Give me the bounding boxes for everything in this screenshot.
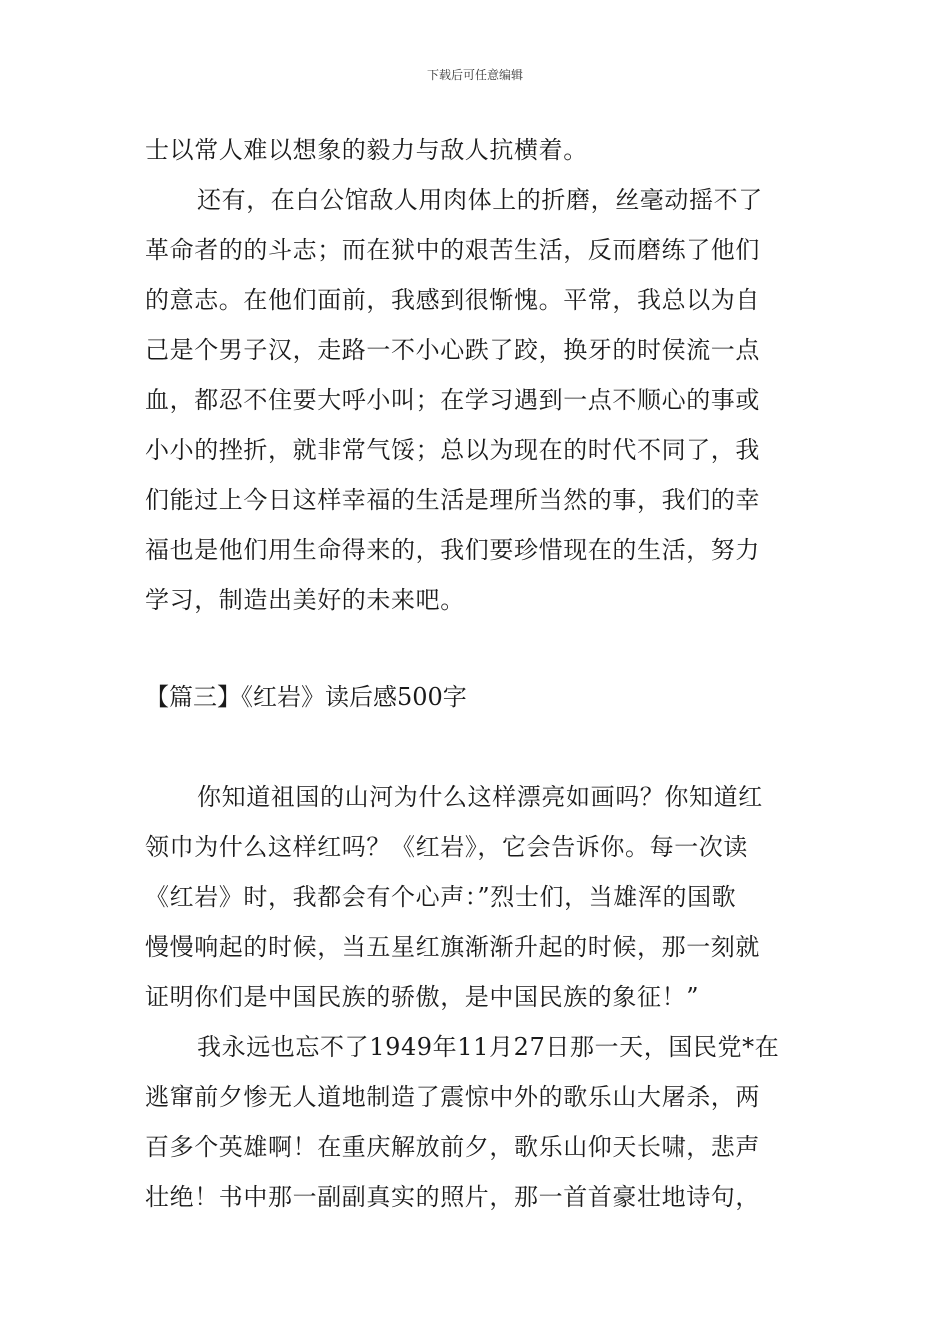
paragraph-line: 逃窜前夕惨无人道地制造了震惊中外的歌乐山大屠杀，两 — [145, 1083, 760, 1111]
paragraph-line: 还有，在白公馆敌人用肉体上的折磨，丝毫动摇不了 — [197, 186, 763, 214]
paragraph-line: 的意志。在他们面前，我感到很惭愧。平常，我总以为自 — [145, 286, 760, 314]
paragraph-line: 己是个男子汉，走路一不小心跌了跤，换牙的时侯流一点 — [145, 336, 760, 364]
paragraph-line: 福也是他们用生命得来的，我们要珍惜现在的生活，努力 — [145, 536, 760, 564]
paragraph-line: 们能过上今日这样幸福的生活是理所当然的事，我们的幸 — [145, 486, 760, 514]
paragraph-line: 壮绝！书中那一副副真实的照片，那一首首豪壮地诗句， — [145, 1183, 760, 1211]
paragraph-line: 血，都忍不住要大呼小叫；在学习遇到一点不顺心的事或 — [145, 386, 760, 414]
paragraph-line: 百多个英雄啊！在重庆解放前夕，歌乐山仰天长啸，悲声 — [145, 1133, 760, 1161]
paragraph-line: 《红岩》时，我都会有个心声：”烈士们，当雄浑的国歌 — [145, 883, 737, 911]
paragraph-line: 领巾为什么这样红吗？《红岩》，它会告诉你。每一次读 — [145, 833, 748, 861]
paragraph-line: 慢慢响起的时候，当五星红旗渐渐升起的时候，那一刻就 — [145, 933, 760, 961]
paragraph-line: 学习，制造出美好的未来吧。 — [145, 586, 465, 614]
paragraph-line: 你知道祖国的山河为什么这样漂亮如画吗？你知道红 — [197, 783, 763, 811]
paragraph-line: 士以常人难以想象的毅力与敌人抗横着。 — [145, 136, 588, 164]
paragraph-line: 革命者的的斗志；而在狱中的艰苦生活，反而磨练了他们 — [145, 236, 760, 264]
paragraph-line: 小小的挫折，就非常气馁；总以为现在的时代不同了，我 — [145, 436, 760, 464]
paragraph-line: 证明你们是中国民族的骄傲，是中国民族的象征！” — [145, 983, 700, 1011]
section-heading: 【篇三】《红岩》读后感500字 — [145, 683, 467, 711]
paragraph-line: 我永远也忘不了1949年11月27日那一天，国民党*在 — [197, 1033, 780, 1061]
header-note: 下载后可任意编辑 — [426, 68, 523, 82]
